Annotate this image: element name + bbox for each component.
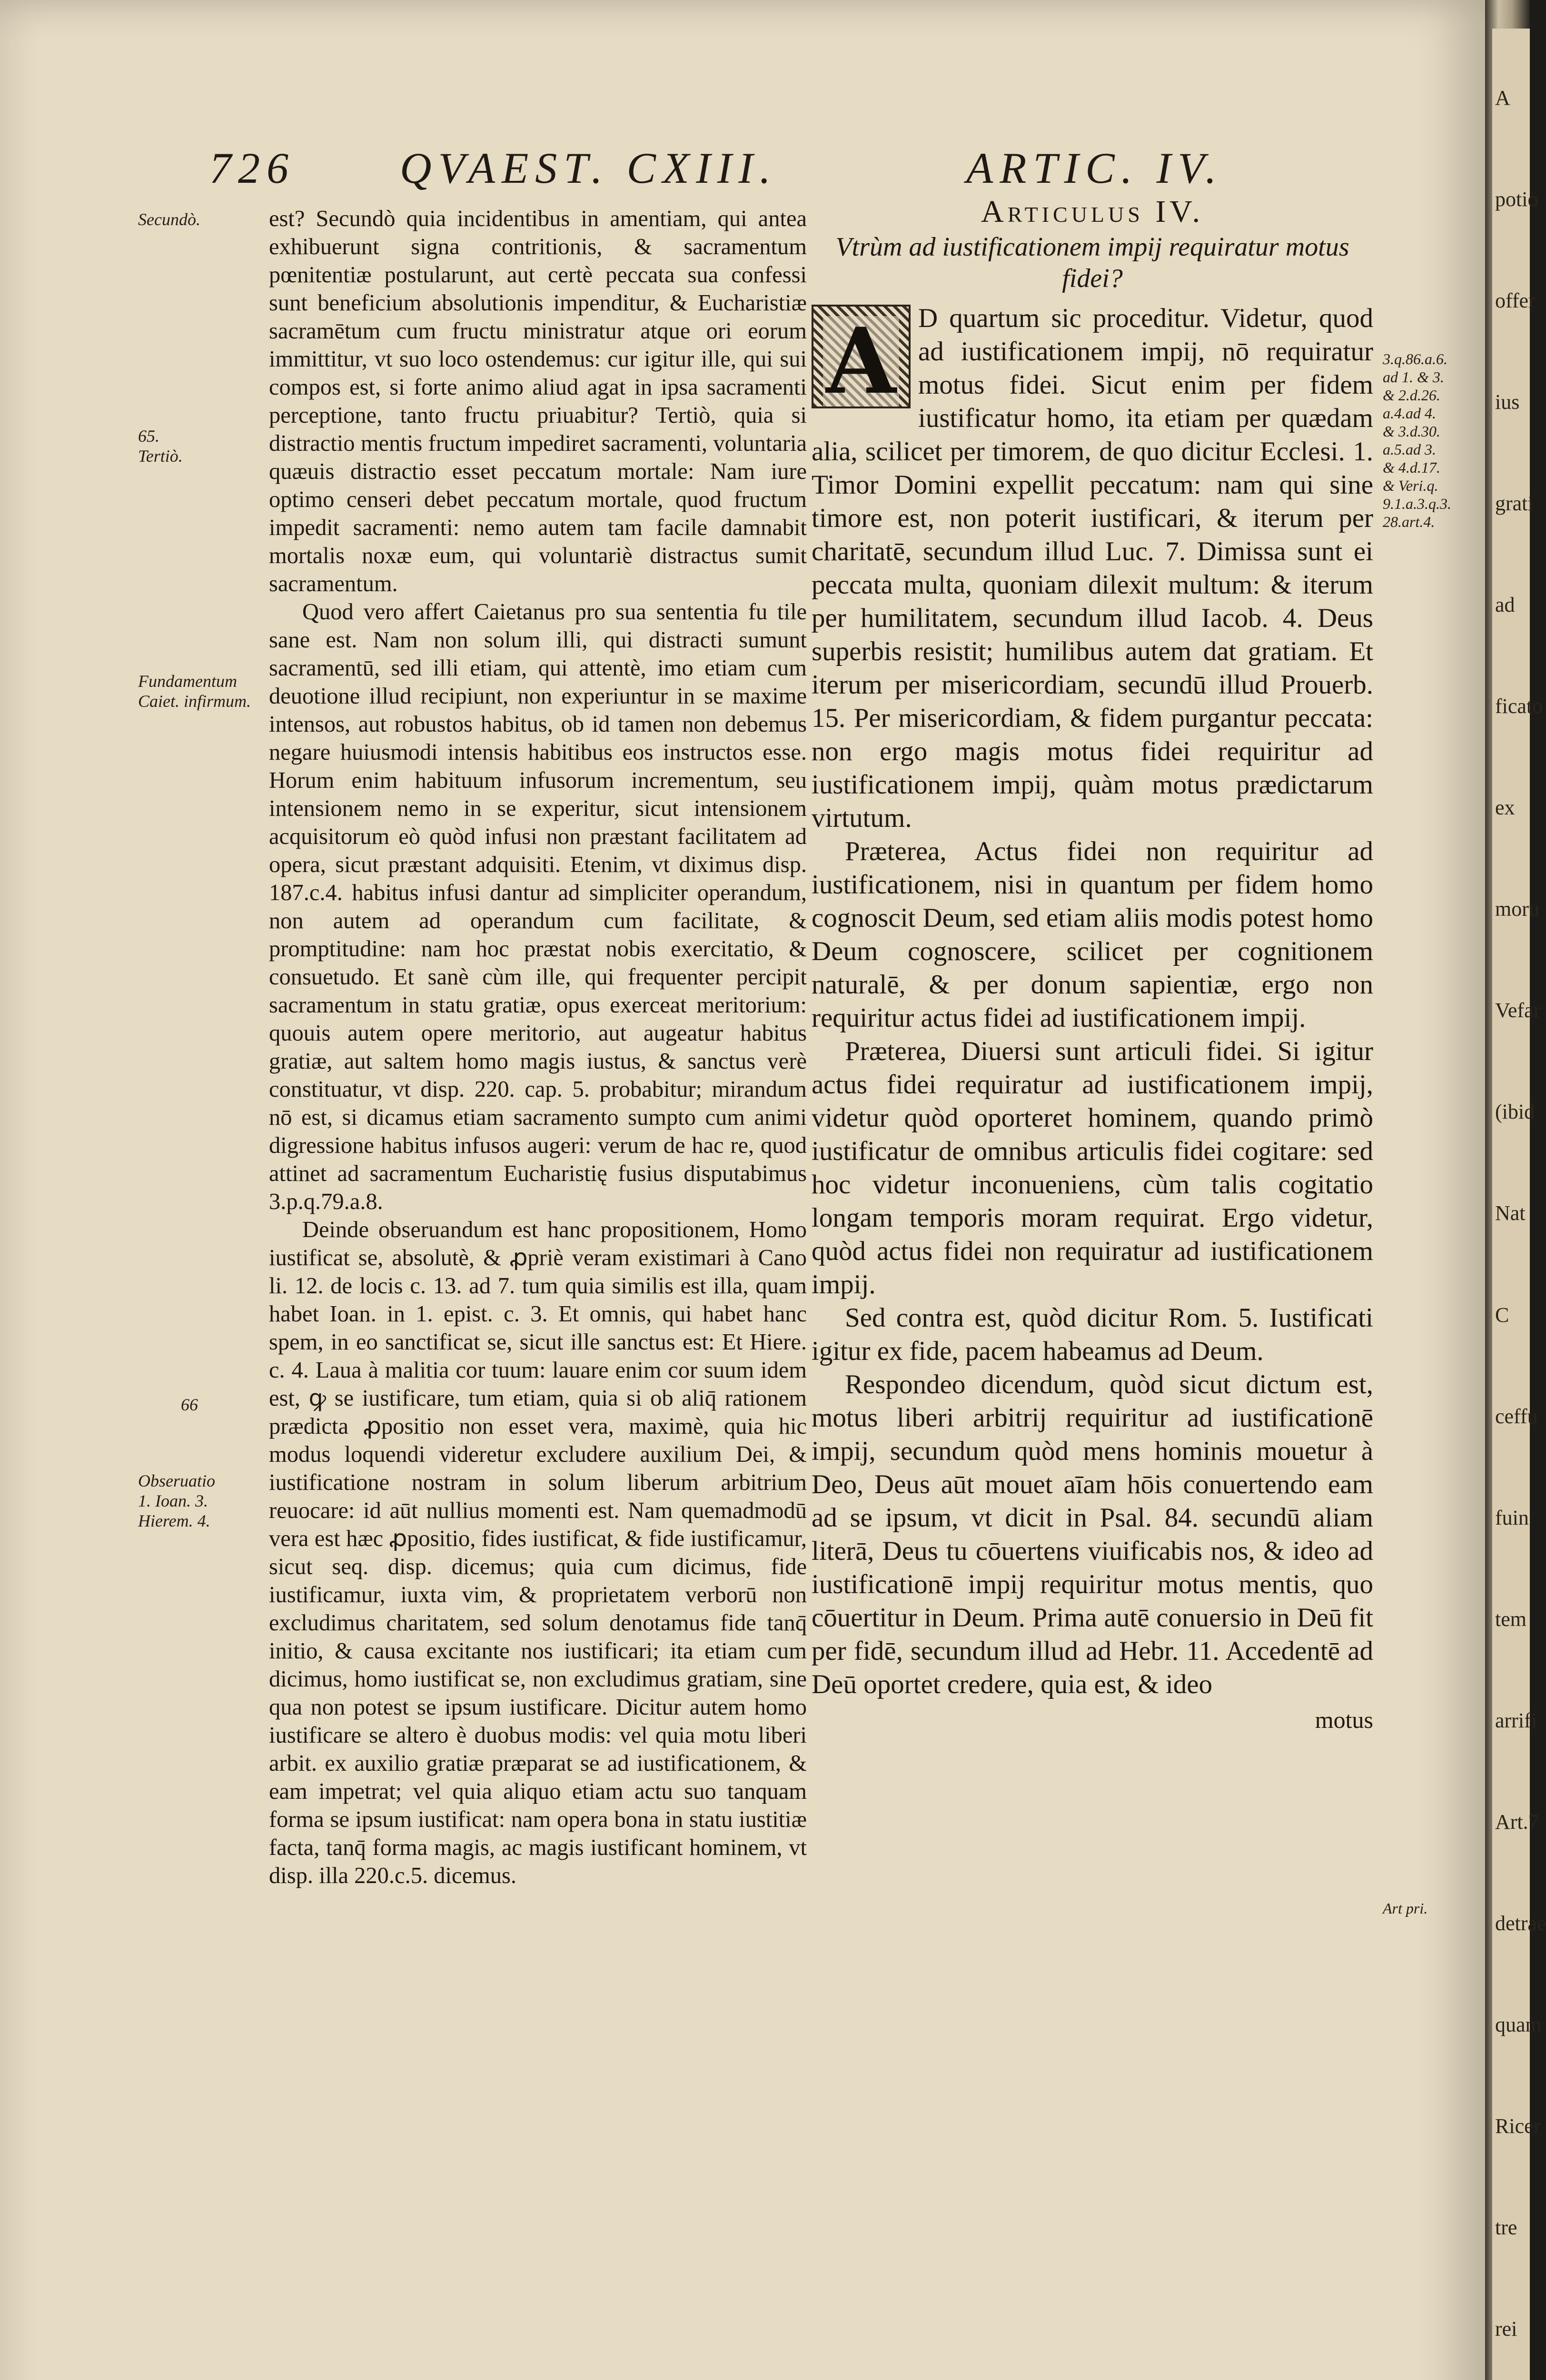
running-head — [0, 143, 1485, 200]
left-paragraph-2: Quod vero affert Caietanus pro sua sententia fu tile sane est. Nam non solum illi, qui distracti sumunt sacramentū, sed illi etiam, qui attentè, imo etiam cum deuotione illud recipiunt, non experiuntur in se maxime intensos, aut robustos habitus, ob id tamen non debemus negare huiusmodi intensis habitibus eos instructos esse. Horum enim habituum infusorum incrementum, seu intensionem nemo in se experitur, sicut intensionem acquisitorum eò quòd infusi non præstant facilitatem ad opera, sicut præstant adquisiti. Etenim, vt diximus disp. 187.c.4. habitus infusi dantur ad simpliciter operandum, non autem ad operandum cum facilitate, & promptitudine: nam hoc præstat nobis exercitatio, & consuetudo. Et sanè cùm ille, qui frequenter percipit sacramentum in statu gratiæ, opus exerceat meritorium: quouis autem opere meritorio, aut augeatur habitus gratiæ, aut saltem homo magis iustus, & sanctus verè constituatur, vt disp. 220. cap. 5. probabitur; mirandum nō est, si dicamus etiam sacramento sumpto cum animi digressione habitus infusos augeri: verum de hac re, quod attinet ad sacramentum Eucharistię fusius disputabimus 3.p.q.79.a.8. — [269, 599, 807, 1214]
next-page-fragment: fuin — [1495, 1506, 1529, 1529]
margin-note-art-pri: Art pri. — [1383, 1900, 1428, 1917]
left-paragraph-1: est? Secundò quia incidentibus in amentiam, qui antea exhibuerunt signa contritionis, & sacramentum pœnitentiæ postularunt, aut certè peccata sua confessi sunt beneficium absolutionis impenditur, & Eucharistiæ sacramētum cum fructu ministratur atque ori eorum immittitur, vt suo loco ostendemus: cur igitur ille, qui sui compos est, si forte animo aliud agat in ipsa sacramenti perceptione, tanto fructu priuabitur? Tertiò, quia si distractio mentis fructum impediret sacramenti, voluntaria quæuis distractio esset peccatum mortale: Nam iure optimo censeri debet peccatum mortale, quod fructum impedit sacramenti: nemo autem tam facile damnabit mortalis noxæ eum, qui voluntariè distractus sumit sacramentum. — [269, 206, 807, 596]
initial-letter: A — [823, 316, 899, 407]
next-page-fragment: ad — [1495, 593, 1515, 617]
decorated-initial — [812, 305, 911, 414]
next-page-fragment: tre — [1495, 2215, 1517, 2239]
next-page-fragment: potio — [1495, 188, 1538, 211]
next-page-fragment: detrae — [1495, 1911, 1546, 1935]
next-page-fragment: A — [1495, 86, 1510, 109]
margin-note-fundamentum: Fundamentum Caiet. infirmum. — [138, 672, 251, 711]
left-column — [269, 205, 807, 1890]
right-paragraph-2: Præterea, Actus fidei non requiritur ad iustificationem, nisi in quantum per fidem homo cognoscit Deum, sed etiam aliis modis potest homo Deum cognoscere, scilicet per cognitionem naturalē, & per donum sapientiæ, ergo non requiritur actus fidei ad iustificationem impij. — [812, 836, 1373, 1033]
right-paragraph-5: Respondeo dicendum, quòd sicut dictum est, motus liberi arbitrij requiritur ad iustificationē impij, secundum quòd mens hominis mouetur à Deo, Deus aūt mouet aīam hōis conuertendo eam ad se ipsum, vt dicit in Psal. 84. secundū aliam literā, Deus tu cōuertens viuificabis nos, & ideo ad iustificationē impij requiritur motus mentis, quo cōuertitur in Deum. Prima autē conuersio in Deū fit per fidē, secundum illud ad Hebr. 11. Accedentē ad Deū oportet credere, quia est, & ideo — [812, 1369, 1373, 1699]
margin-note-secundo: Secundò. — [138, 210, 200, 229]
catchword: motus — [1315, 1706, 1373, 1733]
right-paragraph-1 — [812, 302, 1373, 835]
next-page-fragment: Vefar — [1495, 999, 1541, 1022]
next-page-fragment: (ibid — [1495, 1100, 1535, 1124]
article-question: Vtrùm ad iustificationem impij requiratur motus fidei? — [835, 232, 1349, 293]
next-page-fragment: grati — [1495, 492, 1534, 516]
running-head-left: QVAEST. CXIII. — [400, 144, 778, 192]
right-paragraph-1-text: D quartum sic proceditur. Videtur, quod ad iustificationem impij, nō requiratur motus fidei. Sicut enim per fidem iustificatur homo, ita etiam per quædam alia, scilicet per timorem, de quo dicitur Ecclesi. 1. Timor Domini expellit peccatum: nam qui sine timore est, non poterit iustificari, & iterum per charitatē, secundum illud Luc. 7. Dimissa sunt ei peccata multa, quoniam dilexit multum: & iterum per humilitatem, secundum illud Iacob. 4. Deus superbis resistit; humilibus autem dat gratiam. Et iterum per misericordiam, secundū illud Prouerb. 15. Per misericordiam, & fidem purgantur peccata: non ergo magis motus fidei requiritur ad iustificationem impij, quàm motus prædictarum virtutum. — [812, 303, 1373, 833]
next-page-strip — [1492, 29, 1546, 2380]
next-page-fragment: tem — [1495, 1607, 1526, 1631]
article-title: Articulus IV. — [981, 194, 1204, 229]
margin-note-references: 3.q.86.a.6. ad 1. & 3. & 2.d.26. a.4.ad 4. & 3.d.30. a.5.ad 3. & 4.d.17. & Veri.q. 9.1.a.3.q.3. 28.art.4. — [1383, 350, 1451, 530]
next-page-fragment: Ricer — [1495, 2114, 1541, 2138]
next-page-fragment: Nat — [1495, 1201, 1526, 1225]
next-page-fragment: ius — [1495, 390, 1520, 414]
next-page-fragment: arrifi — [1495, 1708, 1537, 1732]
margin-note-tertio: 65. Tertiò. — [138, 426, 183, 466]
next-page-fragment: ex — [1495, 796, 1515, 820]
margin-note-66: 66 — [181, 1395, 198, 1414]
left-paragraph-3: Deinde obseruandum est hanc propositionem, Homo iustificat se, absolutè, & ꝓpriè veram existimari à Cano li. 12. de locis c. 13. ad 7. tum quia similis est illa, quam habet Ioan. in 1. epist. c. 3. Et omnis, qui habet hanc spem, in eo sanctificat se, sicut ille sanctus est: Et Hiere. c. 4. Laua à malitia cor tuum: lauare enim cor suum idem est, ꝙ se iustificare, tum etiam, quia si ob aliq̄ rationem prædicta ꝓpositio non esset vera, maximè, quia hic modus loquendi videretur excludere auxilium Dei, & iustificatione nostram in solum liberum arbitrium reuocare: id aūt nullius momenti est. Nam quemadmodū vera est hæc ꝓpositio, fides iustificat, & fide iustificamur, sicut seq. disp. dicemus; quia cum dicimus, fide iustificamur, iuxta vim, & proprietatem verborū non excludimus charitatem, sed solum denotamus fide tanq̄ initio, & causa excitante nos iustificari; ita etiam cum dicimus, homo iustificat se, non excludimus gratiam, sine qua non potest se ipsum iustificare. Dicitur autem homo iustificare se altero è duobus modis: vel quia motu liberi arbit. ex auxilio gratiæ præparat se ad iustificationem, & eam impetrat; vel quia aliquo etiam actu suo tanquam forma se ipsum iustificat: nam opera bona in statu iustitiæ facta, tanq̄ forma magis, ac magis iustificant hominem, vt disp. illa 220.c.5. dicemus. — [269, 1217, 807, 1888]
right-paragraph-3: Præterea, Diuersi sunt articuli fidei. Si igitur actus fidei requiratur ad iustificationem impij, videtur quòd oporteret hominem, quando primò iustificatur de omnibus articulis fidei cogitare: sed hoc videtur inconueniens, cùm talis cogitatio longam temporis moram requirat. Ergo videtur, quòd actus fidei non requiratur ad iustificationem impij. — [812, 1036, 1373, 1299]
next-page-fragment: rei — [1495, 2317, 1517, 2340]
next-page-fragment: offer — [1495, 289, 1536, 313]
page-number: 726 — [209, 144, 295, 192]
right-column — [812, 195, 1373, 1736]
next-page-fragment: C — [1495, 1303, 1509, 1327]
right-paragraph-4: Sed contra est, quòd dicitur Rom. 5. Iustificati igitur ex fide, pacem habeamus ad Deum. — [812, 1303, 1373, 1366]
next-page-fragment: Art.7 — [1495, 1810, 1539, 1834]
next-page-fragment: ceffu — [1495, 1404, 1538, 1428]
next-page-fragment: moru — [1495, 897, 1539, 921]
margin-note-obseruatio: Obseruatio 1. Ioan. 3. Hierem. 4. — [138, 1471, 215, 1530]
next-page-fragment: quam — [1495, 2013, 1542, 2036]
running-head-right: ARTIC. IV. — [966, 144, 1223, 192]
next-page-fragment: ficato — [1495, 694, 1543, 718]
